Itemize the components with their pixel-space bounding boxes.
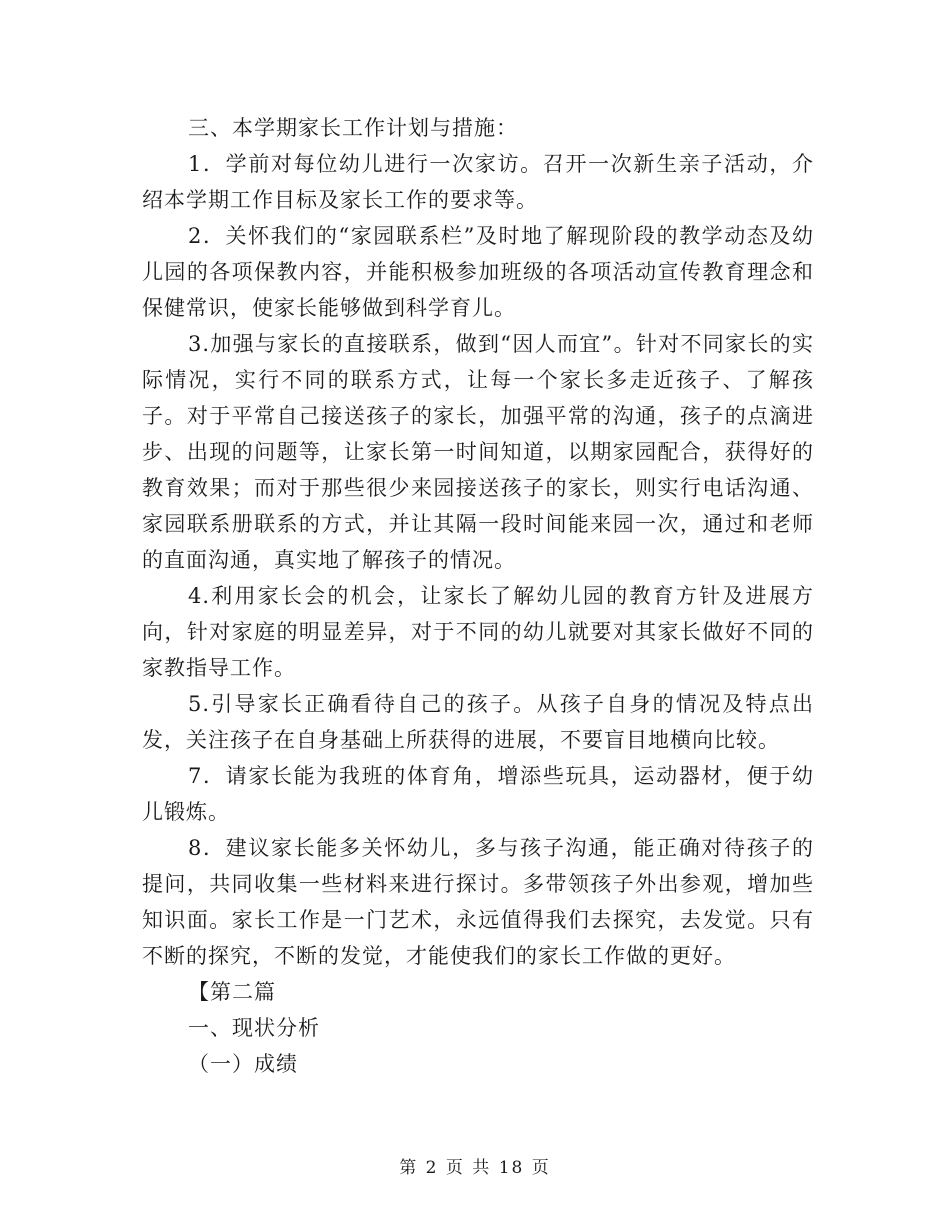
section-heading-achievements: （一）成绩 (188, 1052, 298, 1076)
paragraph-item-2: 2．关怀我们的“家园联系栏”及时地了解现阶段的教学动态及幼儿园的各项保教内容，并能积极参加班级的各项活动宣传教育理念和保健常识，使家长能够做到科学育儿。 (142, 224, 814, 320)
paragraph-item-1: 1．学前对每位幼儿进行一次家访。召开一次新生亲子活动，介绍本学期工作目标及家长工作的要求等。 (142, 152, 814, 212)
paragraph-item-5: 5.引导家长正确看待自己的孩子。从孩子自身的情况及特点出发，关注孩子在自身基础上所获得的进展，不要盲目地横向比较。 (142, 692, 814, 752)
section-heading-plan: 三、本学期家长工作计划与措施： (188, 116, 518, 140)
paragraph-item-7: 7．请家长能为我班的体育角，增添些玩具，运动器材，便于幼儿锻炼。 (142, 764, 814, 824)
paragraph-item-8: 8．建议家长能多关怀幼儿，多与孩子沟通，能正确对待孩子的提问，共同收集一些材料来进行探讨。多带领孩子外出参观，增加些知识面。家长工作是一门艺术，永远值得我们去探究，去发觉。只有不断的探究，不断的发觉，才能使我们的家长工作做的更好。 (142, 836, 814, 968)
section-heading-status-analysis: 一、现状分析 (188, 1016, 320, 1040)
section-heading-part-two: 【第二篇 (188, 980, 276, 1004)
document-body (142, 110, 814, 1082)
paragraph-item-4: 4.利用家长会的机会，让家长了解幼儿园的教育方针及进展方向，针对家庭的明显差异，对于不同的幼儿就要对其家长做好不同的家教指导工作。 (142, 584, 814, 680)
paragraph-item-3: 3.加强与家长的直接联系，做到“因人而宜”。针对不同家长的实际情况，实行不同的联系方式，让每一个家长多走近孩子、了解孩子。对于平常自己接送孩子的家长，加强平常的沟通，孩子的点滴进步、出现的问题等，让家长第一时间知道，以期家园配合，获得好的教育效果；而对于那些很少来园接送孩子的家长，则实行电话沟通、家园联系册联系的方式，并让其隔一段时间能来园一次，通过和老师的直面沟通，真实地了解孩子的情况。 (142, 332, 814, 572)
page-number-footer: 第 2 页 共 18 页 (399, 1158, 551, 1178)
